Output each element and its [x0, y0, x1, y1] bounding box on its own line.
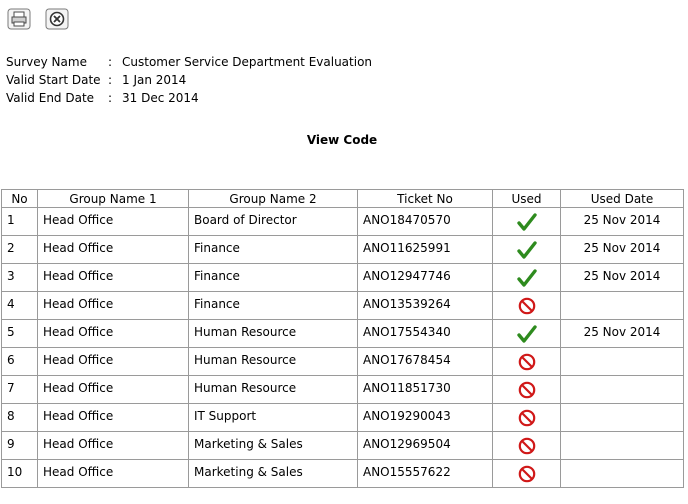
cell-no: 5	[2, 320, 38, 348]
cell-no: 6	[2, 348, 38, 376]
table-row	[2, 404, 684, 432]
column-header-group-name-1: Group Name 1	[38, 190, 189, 208]
not-used-icon	[518, 381, 536, 399]
cell-group-name-1: Head Office	[38, 320, 189, 348]
cell-ticket-no: ANO12969504	[358, 432, 493, 460]
cell-used	[493, 208, 561, 236]
cell-ticket-no: ANO13539264	[358, 292, 493, 320]
column-header-used-date: Used Date	[561, 190, 684, 208]
check-icon	[517, 325, 537, 343]
ticket-table	[1, 189, 684, 488]
cell-group-name-2: Marketing & Sales	[189, 460, 358, 488]
cell-group-name-2: Human Resource	[189, 348, 358, 376]
survey-name-label: Survey Name	[6, 55, 87, 69]
cell-used-date	[561, 376, 684, 404]
separator: :	[108, 91, 113, 105]
survey-name-value: Customer Service Department Evaluation	[122, 55, 373, 69]
cell-used	[493, 292, 561, 320]
cell-used	[493, 236, 561, 264]
cell-ticket-no: ANO19290043	[358, 404, 493, 432]
cell-used-date	[561, 460, 684, 488]
check-icon	[517, 269, 537, 287]
cell-ticket-no: ANO15557622	[358, 460, 493, 488]
valid-end-value: 31 Dec 2014	[122, 91, 199, 105]
cell-group-name-2: Finance	[189, 292, 358, 320]
cell-group-name-2: Human Resource	[189, 376, 358, 404]
valid-end-row	[6, 89, 372, 107]
column-header-no: No	[2, 190, 38, 208]
print-button[interactable]	[7, 8, 31, 30]
column-header-used: Used	[493, 190, 561, 208]
cell-group-name-1: Head Office	[38, 292, 189, 320]
cell-group-name-2: Marketing & Sales	[189, 432, 358, 460]
cell-group-name-1: Head Office	[38, 208, 189, 236]
separator: :	[108, 73, 113, 87]
table-row	[2, 460, 684, 488]
not-used-icon	[518, 437, 536, 455]
cell-ticket-no: ANO17554340	[358, 320, 493, 348]
valid-start-label: Valid Start Date	[6, 73, 101, 87]
table-row	[2, 376, 684, 404]
cell-used	[493, 460, 561, 488]
column-header-ticket-no: Ticket No	[358, 190, 493, 208]
cell-ticket-no: ANO17678454	[358, 348, 493, 376]
cell-group-name-1: Head Office	[38, 432, 189, 460]
table-row	[2, 432, 684, 460]
cell-no: 3	[2, 264, 38, 292]
cell-used	[493, 376, 561, 404]
table-header-row	[2, 190, 684, 208]
cell-no: 9	[2, 432, 38, 460]
cell-group-name-2: Finance	[189, 236, 358, 264]
table-row	[2, 208, 684, 236]
close-button[interactable]	[45, 8, 69, 30]
cell-ticket-no: ANO11625991	[358, 236, 493, 264]
cell-used-date: 25 Nov 2014	[561, 208, 684, 236]
cell-no: 1	[2, 208, 38, 236]
check-icon	[517, 241, 537, 259]
cell-group-name-1: Head Office	[38, 460, 189, 488]
survey-name-row	[6, 53, 372, 71]
cell-ticket-no: ANO18470570	[358, 208, 493, 236]
cell-used-date	[561, 404, 684, 432]
cell-used-date	[561, 348, 684, 376]
valid-start-row	[6, 71, 372, 89]
cell-used-date	[561, 432, 684, 460]
cell-group-name-1: Head Office	[38, 348, 189, 376]
cell-used-date: 25 Nov 2014	[561, 320, 684, 348]
table-row	[2, 348, 684, 376]
cell-group-name-1: Head Office	[38, 376, 189, 404]
cell-ticket-no: ANO11851730	[358, 376, 493, 404]
cell-group-name-1: Head Office	[38, 404, 189, 432]
close-icon	[45, 8, 69, 30]
table-row	[2, 264, 684, 292]
cell-used	[493, 264, 561, 292]
cell-used	[493, 432, 561, 460]
check-icon	[517, 213, 537, 231]
cell-group-name-1: Head Office	[38, 236, 189, 264]
cell-used-date	[561, 292, 684, 320]
cell-group-name-2: Finance	[189, 264, 358, 292]
cell-group-name-1: Head Office	[38, 264, 189, 292]
valid-end-label: Valid End Date	[6, 91, 95, 105]
print-icon	[7, 8, 31, 30]
not-used-icon	[518, 353, 536, 371]
cell-group-name-2: IT Support	[189, 404, 358, 432]
not-used-icon	[518, 297, 536, 315]
table-row	[2, 292, 684, 320]
cell-no: 8	[2, 404, 38, 432]
cell-no: 4	[2, 292, 38, 320]
cell-used-date: 25 Nov 2014	[561, 236, 684, 264]
cell-used	[493, 404, 561, 432]
cell-no: 7	[2, 376, 38, 404]
column-header-group-name-2: Group Name 2	[189, 190, 358, 208]
survey-info	[6, 53, 372, 107]
valid-start-value: 1 Jan 2014	[122, 73, 187, 87]
cell-no: 10	[2, 460, 38, 488]
cell-ticket-no: ANO12947746	[358, 264, 493, 292]
page-title: View Code	[306, 133, 378, 147]
separator: :	[108, 55, 113, 69]
not-used-icon	[518, 409, 536, 427]
cell-used	[493, 320, 561, 348]
cell-used-date: 25 Nov 2014	[561, 264, 684, 292]
cell-no: 2	[2, 236, 38, 264]
cell-group-name-2: Human Resource	[189, 320, 358, 348]
cell-used	[493, 348, 561, 376]
cell-group-name-2: Board of Director	[189, 208, 358, 236]
table-row	[2, 320, 684, 348]
table-row	[2, 236, 684, 264]
toolbar	[7, 8, 69, 30]
not-used-icon	[518, 465, 536, 483]
